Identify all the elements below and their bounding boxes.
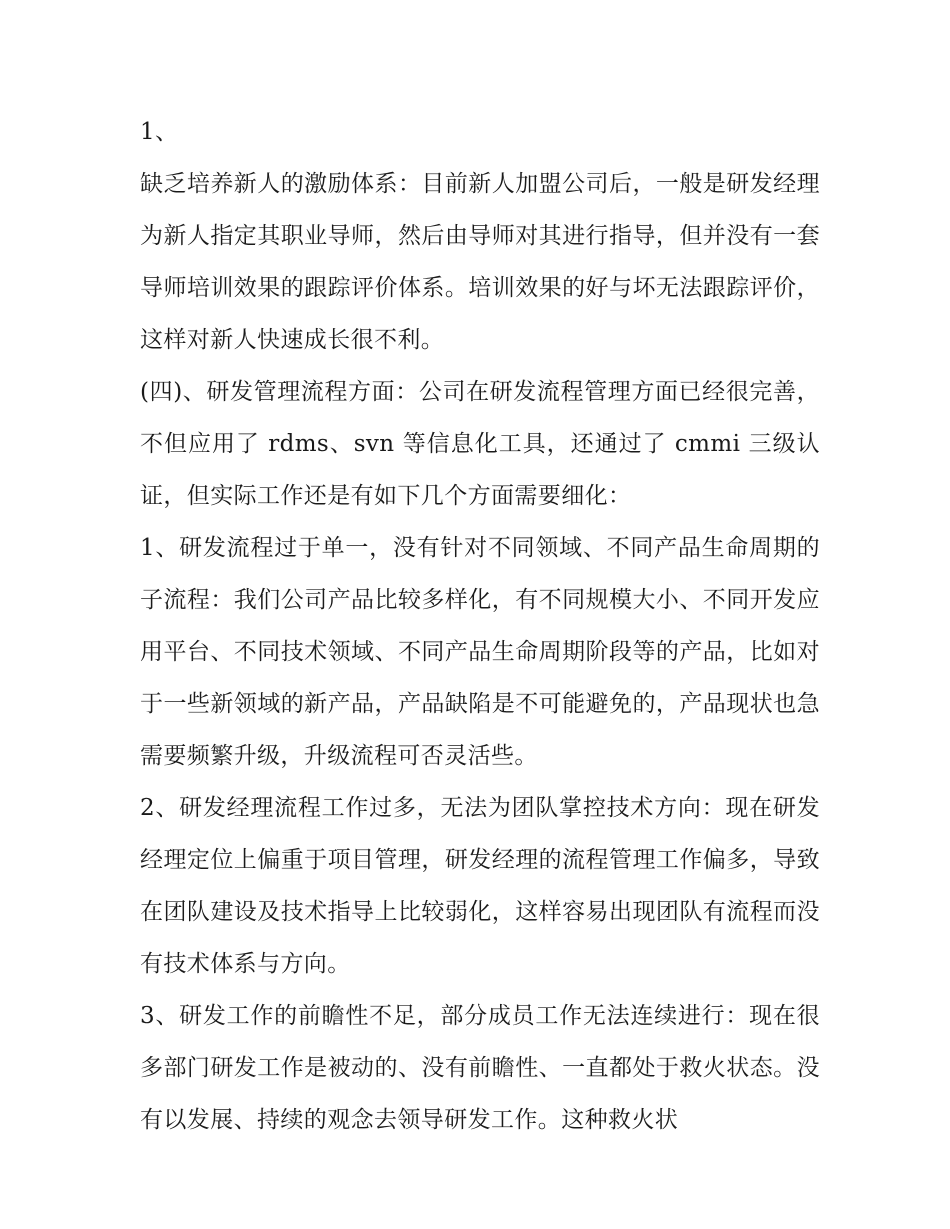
paragraph-incentive-system: 缺乏培养新人的激励体系：目前新人加盟公司后，一般是研发经理为新人指定其职业导师，然后由导师对其进行指导，但并没有一套导师培训效果的跟踪评价体系。培训效果的好与坏无法跟踪评价，这样对新人快速成长很不利。 bbox=[140, 171, 820, 353]
paragraph-item-2: 2、研发经理流程工作过多，无法为团队掌控技术方向：现在研发经理定位上偏重于项目管理，研发经理的流程管理工作偏多，导致在团队建设及技术指导上比较弱化，这样容易出现团队有流程而没有技术体系与方向。 bbox=[140, 795, 820, 977]
paragraph-rd-process-section: (四)、研发管理流程方面：公司在研发流程管理方面已经很完善，不但应用了 rdms、svn 等信息化工具，还通过了 cmmi 三级认证，但实际工作还是有如下几个方面需要细化： bbox=[140, 379, 820, 509]
document-page bbox=[140, 106, 820, 1146]
paragraph-list-number: 1、 bbox=[140, 119, 179, 145]
paragraph-item-1: 1、研发流程过于单一，没有针对不同领域、不同产品生命周期的子流程：我们公司产品比较多样化，有不同规模大小、不同开发应用平台、不同技术领域、不同产品生命周期阶段等的产品，比如对于一些新领域的新产品，产品缺陷是不可能避免的，产品现状也急需要频繁升级，升级流程可否灵活些。 bbox=[140, 535, 820, 769]
paragraph-item-3: 3、研发工作的前瞻性不足，部分成员工作无法连续进行：现在很多部门研发工作是被动的、没有前瞻性、一直都处于救火状态。没有以发展、持续的观念去领导研发工作。这种救火状 bbox=[140, 1003, 820, 1133]
